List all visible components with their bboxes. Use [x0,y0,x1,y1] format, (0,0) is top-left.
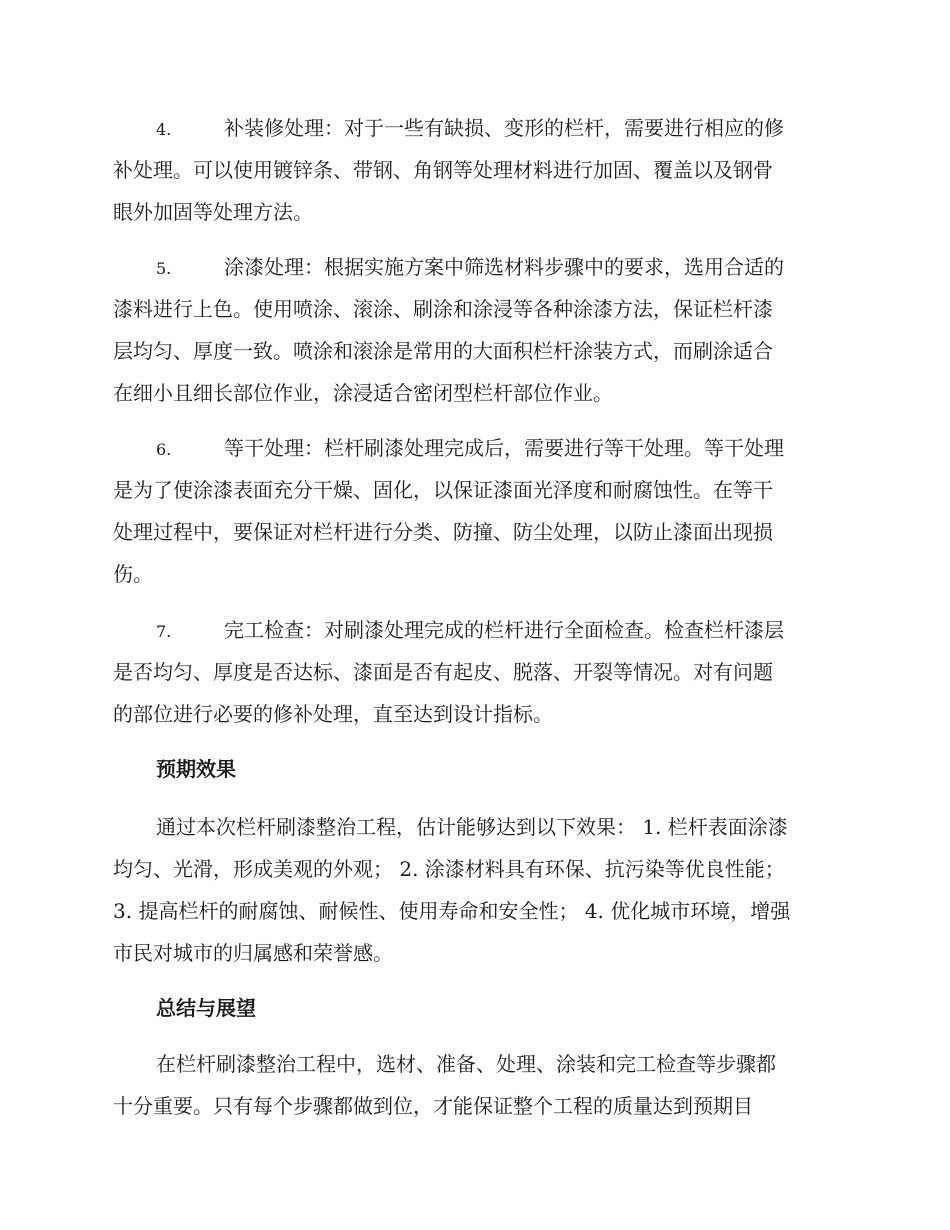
paragraph-line: 是为了使涂漆表面充分干燥、固化，以保证漆面光泽度和耐腐蚀性。在等干 [113,478,773,502]
list-item-first-line: 4. 补装修处理：对于一些有缺损、变形的栏杆，需要进行相应的修 [113,107,835,149]
list-item-first-line: 5. 涂漆处理：根据实施方案中筛选材料步骤中的要求，选用合适的 [113,246,835,288]
list-item-5 [113,246,835,414]
list-item-number: 5. [156,259,172,278]
paragraph-line: 眼外加固等处理方法。 [113,200,313,224]
paragraph-line: 补处理。可以使用镀锌条、带钢、角钢等处理材料进行加固、覆盖以及钢骨 [113,158,773,182]
paragraph-line: 均匀、光滑，形成美观的外观； 2. 涂漆材料具有环保、抗污染等优良性能； [113,857,785,881]
paragraph-expected [113,806,835,974]
paragraph-line: 在栏杆刷漆整治工程中，选材、准备、处理、涂装和完工检查等步骤都 [156,1052,776,1076]
list-item-6 [113,427,835,595]
paragraph-line: 在细小且细长部位作业，涂浸适合密闭型栏杆部位作业。 [113,381,613,405]
paragraph-line: 十分重要。只有每个步骤都做到位，才能保证整个工程的质量达到预期目 [113,1094,753,1118]
list-item-4 [113,107,835,233]
paragraph-line: 的部位进行必要的修补处理，直至达到设计指标。 [113,702,553,726]
paragraph-line: 层均匀、厚度一致。喷涂和滚涂是常用的大面积栏杆涂装方式，而刷涂适合 [113,339,773,363]
paragraph-line: 通过本次栏杆刷漆整治工程，估计能够达到以下效果： 1. 栏杆表面涂漆 [156,815,788,839]
paragraph-line: 市民对城市的归属感和荣誉感。 [113,941,393,965]
paragraph-line: 是否均匀、厚度是否达标、漆面是否有起皮、脱落、开裂等情况。对有问题 [113,660,773,684]
paragraph-summary [113,1043,835,1127]
list-item-first-line: 7. 完工检查：对刷漆处理完成的栏杆进行全面检查。检查栏杆漆层 [113,609,835,651]
list-item-first-line: 6. 等干处理：栏杆刷漆处理完成后，需要进行等干处理。等干处理 [113,427,835,469]
list-item-7 [113,609,835,735]
paragraph-line: 漆料进行上色。使用喷涂、滚涂、刷涂和涂浸等各种涂漆方法，保证栏杆漆 [113,297,773,321]
list-item-number: 7. [156,622,172,641]
paragraph-line: 伤。 [113,562,153,586]
list-item-number: 6. [156,440,172,459]
paragraph-line: 3. 提高栏杆的耐腐蚀、耐候性、使用寿命和安全性； 4. 优化城市环境，增强 [113,899,791,923]
paragraph-line: 处理过程中，要保证对栏杆进行分类、防撞、防尘处理，以防止漆面出现损 [113,520,773,544]
section-heading-summary: 总结与展望 [156,996,256,1020]
section-heading-expected: 预期效果 [156,757,236,781]
list-item-number: 4. [156,120,172,139]
